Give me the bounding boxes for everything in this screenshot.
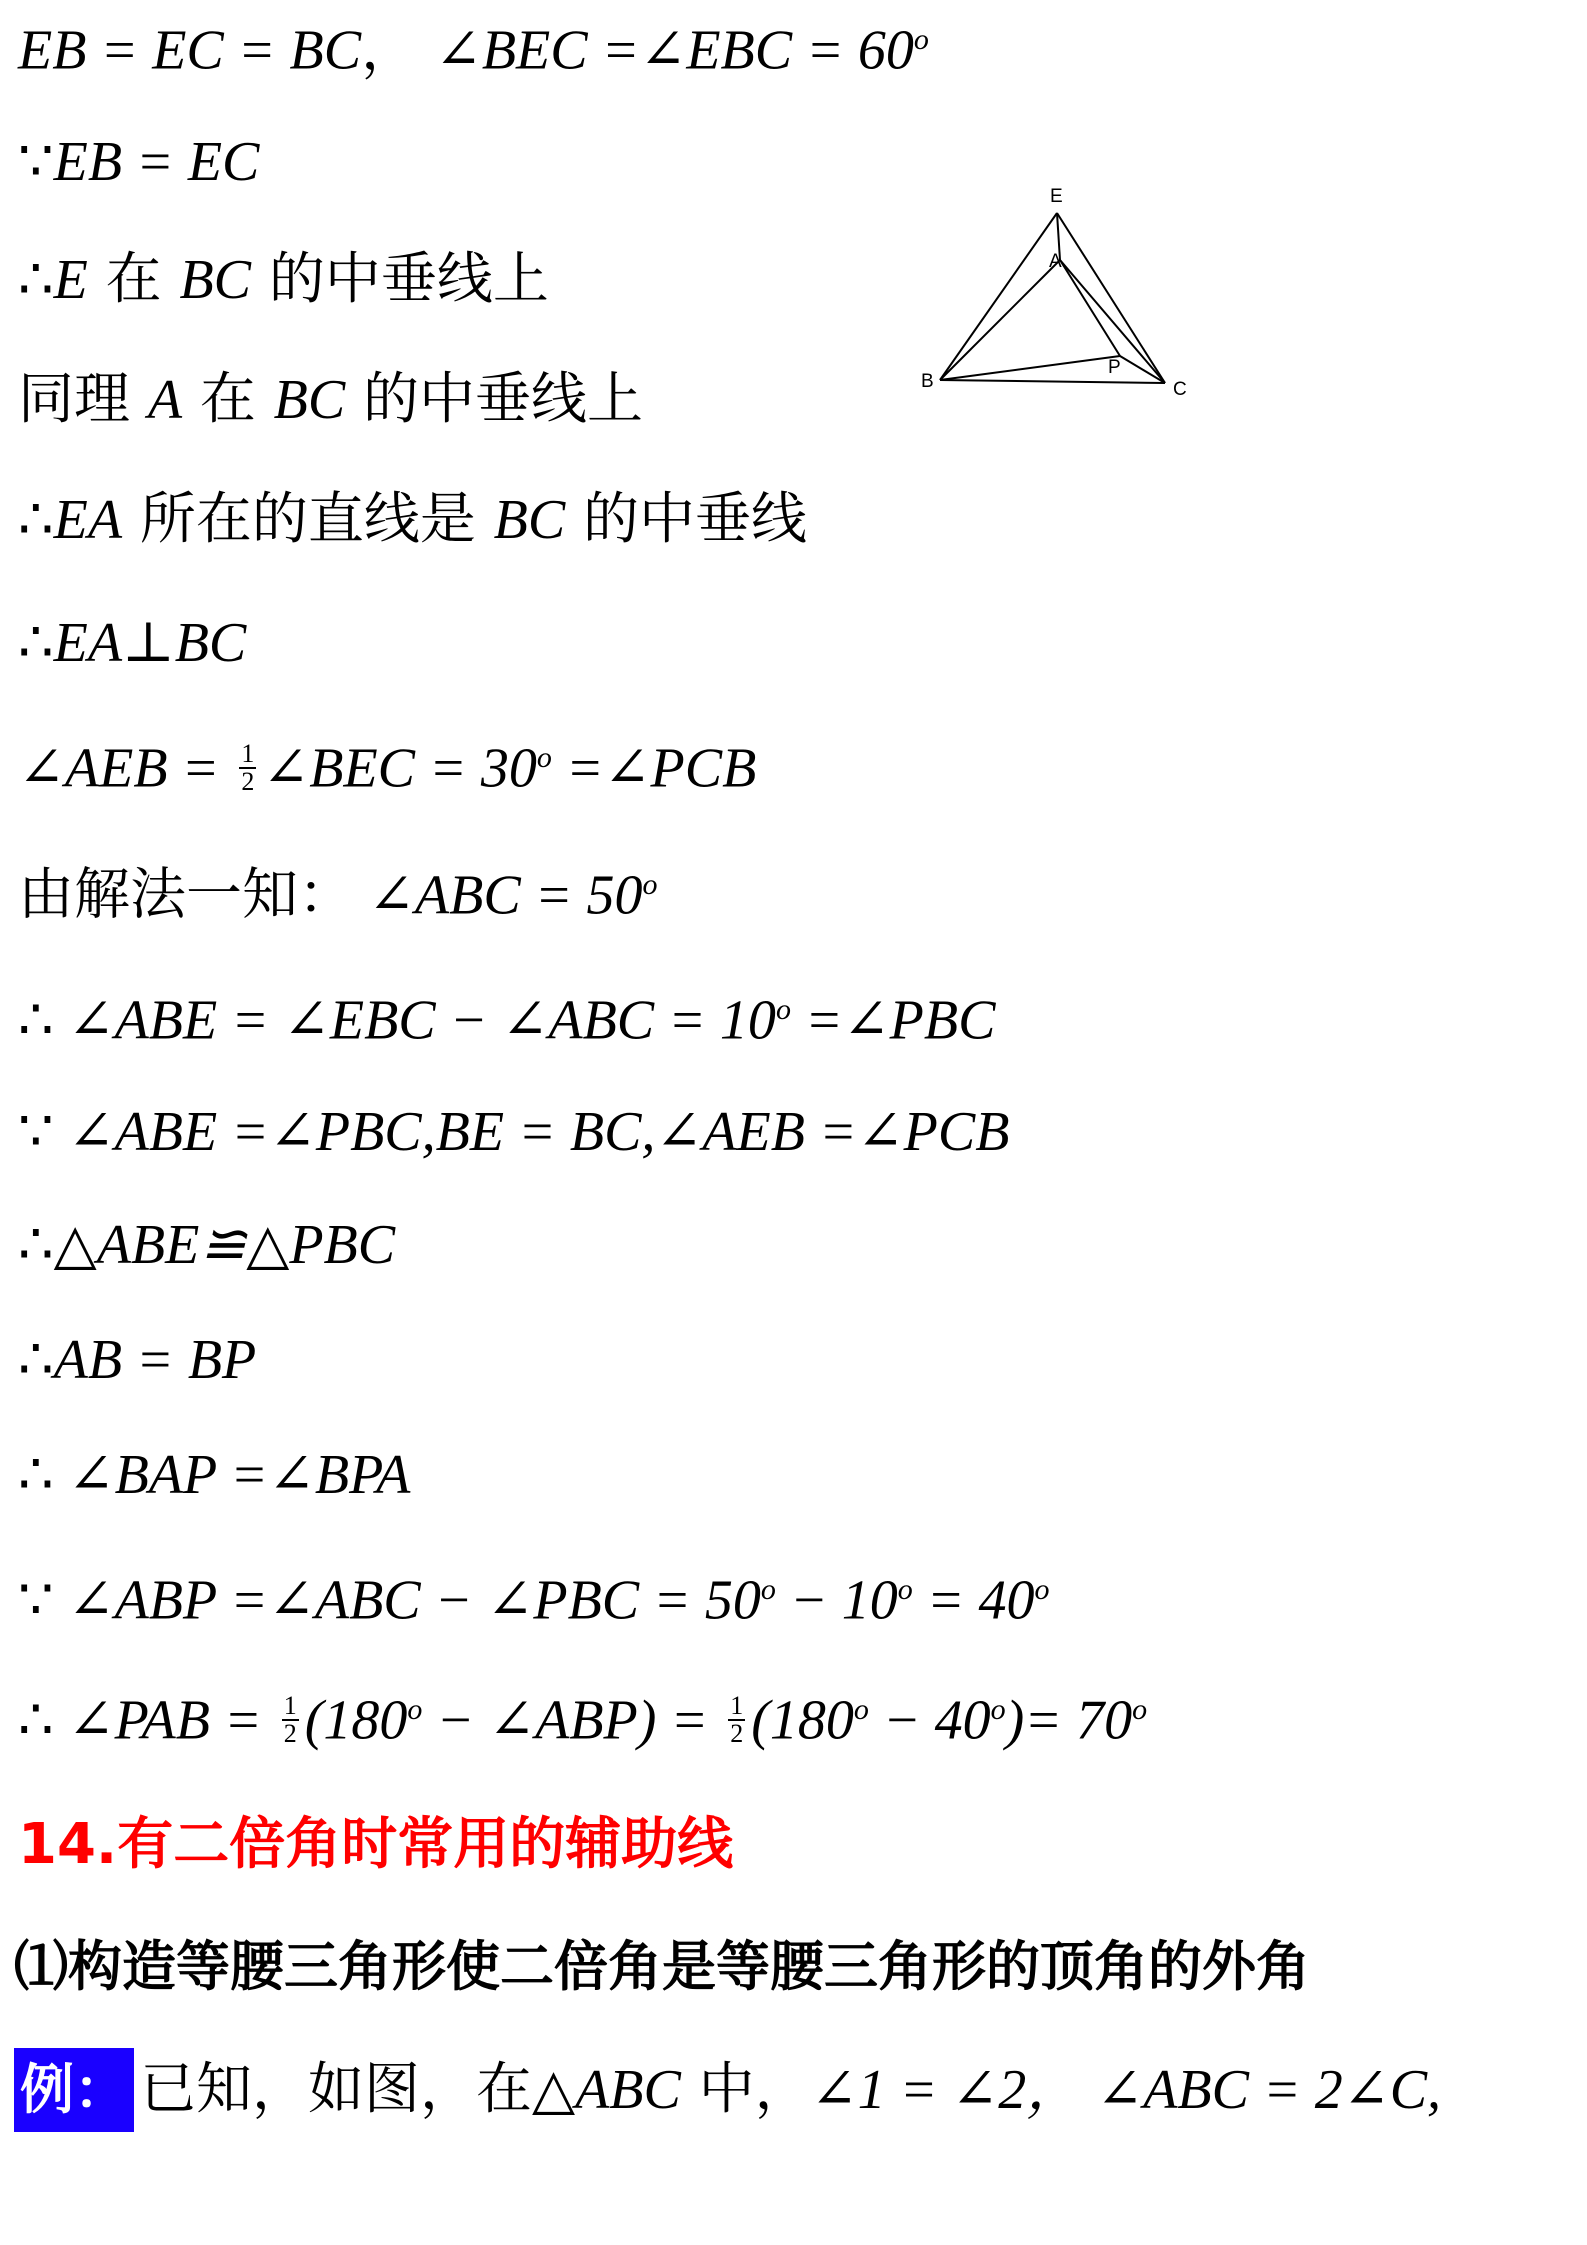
math-expr: ∠PAB = xyxy=(53,1689,276,1752)
because-symbol: ∵ xyxy=(18,131,54,193)
math-expr: E xyxy=(53,249,88,311)
proof-line-14 xyxy=(18,1555,1050,1636)
edge-BC xyxy=(940,380,1165,383)
subsection-heading: ⑴构造等腰三角形使二倍角是等腰三角形的顶角的外角 xyxy=(14,1935,1310,1998)
math-expr-3: =∠PBC xyxy=(790,989,996,1052)
therefore-symbol: ∴ xyxy=(18,489,54,551)
proof-line-3 xyxy=(18,245,549,315)
proof-line-10 xyxy=(18,1097,1009,1167)
degree-sup: o xyxy=(775,993,791,1026)
fraction-numerator: 1 xyxy=(241,739,255,769)
therefore-symbol: ∴ xyxy=(18,1444,54,1506)
degree-sup-4: o xyxy=(1132,1693,1148,1726)
text-cjk-2: 的中垂线 xyxy=(565,487,808,552)
math-expr: ∠AEB = xyxy=(18,737,234,800)
math-expr: EB = EC = BC xyxy=(18,19,362,82)
degree-sup: o xyxy=(407,1693,423,1726)
proof-line-4 xyxy=(18,365,643,435)
therefore-symbol: ∴ xyxy=(18,1214,54,1276)
text-cjk-2: 在 xyxy=(182,367,274,432)
math-expr: EB = EC xyxy=(53,131,260,193)
edge-PC xyxy=(1120,356,1165,383)
fraction xyxy=(282,1693,299,1747)
math-expr: A xyxy=(147,369,183,431)
therefore-symbol: ∴ xyxy=(18,612,54,674)
because-symbol: ∵ xyxy=(18,1569,54,1632)
math-expr-2: BC xyxy=(273,369,346,431)
math-expr-5: − 40 xyxy=(868,1689,991,1752)
math-expr-3: − 10 xyxy=(775,1569,898,1632)
edge-EB xyxy=(940,213,1057,380)
label-B: B xyxy=(921,371,934,392)
degree-sup-2: o xyxy=(897,1573,913,1606)
math-expr-2: BC xyxy=(179,249,252,311)
label-E: E xyxy=(1050,186,1063,207)
degree-sup-2: o xyxy=(853,1693,869,1726)
math-expr: ∠ABC = 50 xyxy=(354,864,643,927)
math-expr-2: (180 xyxy=(304,1689,408,1752)
math-expr: △ABE≌△PBC xyxy=(53,1214,396,1276)
proof-line-13 xyxy=(18,1440,410,1510)
proof-line-6 xyxy=(18,608,246,678)
fraction-denominator: 2 xyxy=(283,1719,297,1749)
proof-line-2 xyxy=(18,127,259,197)
fraction-2 xyxy=(728,1693,745,1747)
therefore-symbol: ∴ xyxy=(18,1329,54,1391)
fraction xyxy=(239,741,256,795)
math-expr: ∠BAP =∠BPA xyxy=(53,1444,411,1506)
math-expr: EA⊥BC xyxy=(53,612,247,674)
edge-AB xyxy=(940,260,1060,380)
degree-sup: o xyxy=(760,1573,776,1606)
proof-line-1 xyxy=(18,5,929,86)
therefore-symbol: ∴ xyxy=(18,249,54,311)
fraction-denominator: 2 xyxy=(241,767,255,797)
fraction-denominator-2: 2 xyxy=(730,1719,744,1749)
math-expr-6: )= 70 xyxy=(1005,1689,1133,1752)
degree-sup: o xyxy=(536,741,552,774)
text-cjk: 所在的直线是 xyxy=(122,487,494,552)
fraction-numerator: 1 xyxy=(283,1691,297,1721)
math-expr: ∠ABE = ∠EBC − ∠ABC = 10 xyxy=(53,989,776,1052)
example-text-cjk: 已知，如图，在 xyxy=(140,2057,532,2122)
math-expr-4: (180 xyxy=(751,1689,854,1752)
example-statement xyxy=(140,2055,1441,2125)
example-badge: 例： xyxy=(14,2048,134,2132)
math-expr: ∠ABE =∠PBC,BE = BC,∠AEB =∠PCB xyxy=(53,1101,1010,1163)
proof-line-5 xyxy=(18,485,807,555)
math-expr-4: = 40 xyxy=(912,1569,1035,1632)
degree-sup-3: o xyxy=(990,1693,1006,1726)
math-expr-3: =∠PCB xyxy=(551,737,757,800)
therefore-symbol: ∴ xyxy=(18,989,54,1052)
triangle-diagram xyxy=(915,180,1205,410)
label-P: P xyxy=(1108,357,1121,378)
separator: ， xyxy=(361,17,435,83)
proof-line-9 xyxy=(18,975,995,1056)
edge-AP xyxy=(1060,260,1120,356)
proof-line-8 xyxy=(18,850,657,931)
fraction-numerator-2: 1 xyxy=(730,1691,744,1721)
math-expr-2: BC xyxy=(493,489,566,551)
example-text-cjk-2: 中， xyxy=(680,2057,811,2122)
proof-line-12 xyxy=(18,1325,256,1395)
proof-line-15 xyxy=(18,1675,1147,1756)
edge-BP xyxy=(940,356,1120,380)
math-expr: EA xyxy=(53,489,123,551)
text-cjk: 在 xyxy=(87,247,180,312)
label-A: A xyxy=(1049,251,1062,272)
math-expr: AB = BP xyxy=(53,1329,257,1391)
text-cjk: 同理 xyxy=(18,367,148,432)
section-heading: 14.有二倍角时常用的辅助线 xyxy=(18,1812,734,1877)
degree-sup-3: o xyxy=(1034,1573,1050,1606)
text-cjk-3: 的中垂线上 xyxy=(345,367,644,432)
example-math-2: ∠1 = ∠2， ∠ABC = 2∠C, xyxy=(810,2059,1442,2121)
text-cjk-2: 的中垂线上 xyxy=(251,247,549,312)
text-cjk: 由解法一知： xyxy=(18,862,354,928)
degree-sup: o xyxy=(642,868,658,901)
math-expr-2: ∠BEC = 30 xyxy=(262,737,537,800)
label-C: C xyxy=(1173,379,1187,400)
example-math: △ABC xyxy=(532,2059,681,2121)
therefore-symbol: ∴ xyxy=(18,1689,54,1752)
math-expr-3: − ∠ABP) = xyxy=(422,1689,723,1752)
math-expr-2: ∠BEC =∠EBC = 60 xyxy=(434,19,914,82)
degree-sup: o xyxy=(913,23,929,56)
because-symbol: ∵ xyxy=(18,1101,54,1163)
proof-line-11 xyxy=(18,1210,395,1280)
math-expr: ∠ABP =∠ABC − ∠PBC = 50 xyxy=(53,1569,761,1632)
proof-line-7 xyxy=(18,723,756,804)
